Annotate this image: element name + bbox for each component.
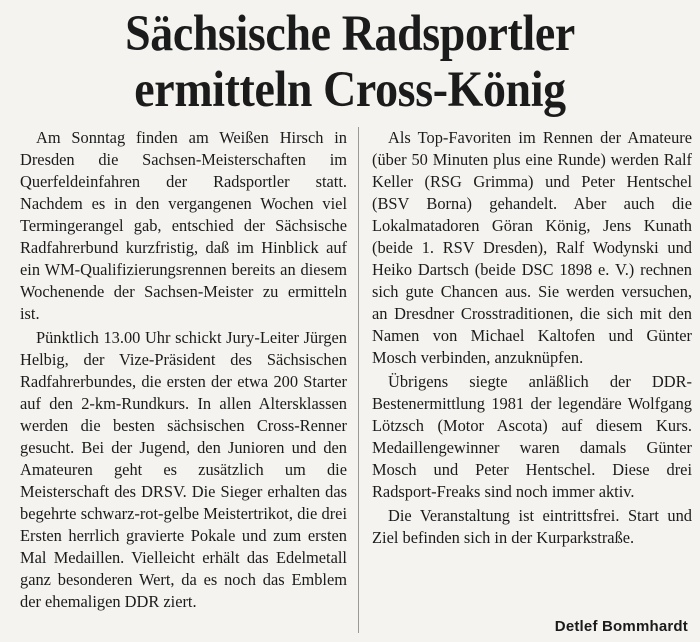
left-column bbox=[20, 127, 347, 613]
article-headline bbox=[35, 6, 665, 118]
paragraph: Am Sonntag finden am Weißen Hirsch in Dresden die Sachsen-Meisterschaften im Querfeldeinfahren der Radsportler statt. Nachdem es in den vergangenen Wochen viel Termingerangel gab, entschied der Sächsische Radfahrerbund kurzfristig, daß im Hinblick auf ein WM-Qualifizierungsrennen bereits an diesem Wochenende der Sachsen-Meister zu ermitteln ist. bbox=[20, 128, 347, 323]
paragraph: Als Top-Favoriten im Rennen der Amateure (über 50 Minuten plus eine Runde) werden Ralf Keller (RSG Grimma) und Peter Hentschel (BSV Borna) gehandelt. Aber auch die Lokalmatadoren Göran König, Jens Kunath (beide 1. RSV Dresden), Ralf Wodynski und Heiko Dartsch (beide DSC 1898 e. V.) rechnen sich gute Chancen aus. Sie werden versuchen, an Dresdner Crosstraditionen, die sich mit den Namen von Michael Kaltofen und Günter Mosch verbinden, anzuknüpfen. bbox=[372, 128, 692, 367]
paragraph: Pünktlich 13.00 Uhr schickt Jury-Leiter Jürgen Helbig, der Vize-Präsident des Sächsischen Radfahrerbundes, die ersten der etwa 200 Starter auf den 2-km-Rundkurs. In allen Altersklassen werden die besten sächsischen Cross-Renner gesucht. Bei der Jugend, den Junioren und den Amateuren geht es zusätzlich um die Meisterschaft des DRSV. Die Sieger erhalten das begehrte schwarz-rot-gelbe Meistertrikot, die drei Ersten herrlich gravierte Pokale und zum ersten Mal Medaillen. Vielleicht erhält das Edelmetall ganz besonderen Wert, da es noch das Emblem der ehemaligen DDR ziert. bbox=[20, 328, 347, 611]
right-column bbox=[372, 127, 692, 549]
headline-line-2: ermitteln Cross-König bbox=[134, 62, 566, 118]
paragraph: Übrigens siegte anläßlich der DDR-Bestenermittlung 1981 der legendäre Wolfgang Lötzsch (Motor Ascota) auf diesem Kurs. Medaillengewinner waren damals Günter Mosch und Peter Hentschel. Diese drei Radsport-Freaks sind noch immer aktiv. bbox=[372, 372, 692, 501]
headline-line-1: Sächsische Radsportler bbox=[125, 6, 575, 62]
author-byline: Detlef Bommhardt bbox=[554, 618, 688, 635]
column-divider bbox=[358, 127, 359, 633]
paragraph: Die Veranstaltung ist eintrittsfrei. Start und Ziel befinden sich in der Kurparkstraße. bbox=[372, 506, 692, 547]
